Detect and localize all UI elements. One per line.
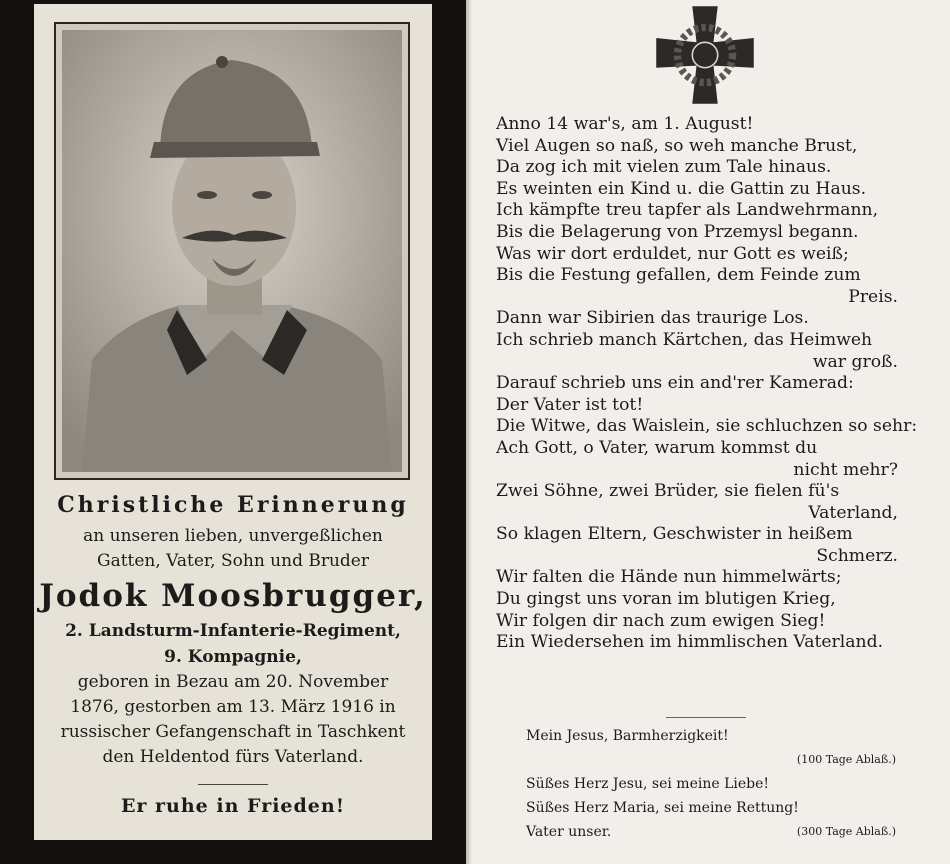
poem bbox=[496, 114, 928, 654]
deceased-name: Jodok Moosbrugger, bbox=[39, 578, 427, 614]
bio-line: den Heldentod fürs Vaterland. bbox=[102, 747, 364, 767]
memorial-card-right bbox=[466, 0, 950, 864]
prayer-text: Mein Jesus, Barmherzigkeit! bbox=[526, 728, 729, 744]
dedication-text bbox=[34, 492, 432, 817]
prayers bbox=[526, 724, 896, 844]
iron-cross-icon bbox=[652, 2, 758, 108]
prayer-line bbox=[526, 772, 896, 796]
poem-line: Der Vater ist tot! bbox=[496, 394, 644, 415]
bio-line: 1876, gestorben am 13. März 1916 in bbox=[70, 697, 396, 717]
poem-line: Die Witwe, das Waislein, sie schluchzen so sehr: bbox=[496, 416, 918, 437]
memorial-card-left bbox=[0, 0, 466, 864]
prayer-line bbox=[526, 820, 896, 844]
poem-line: Du gingst uns voran im blutigen Krieg, bbox=[496, 589, 836, 610]
card-heading: Christliche Erinnerung bbox=[57, 492, 409, 518]
prayer-text: Süßes Herz Maria, sei meine Rettung! bbox=[526, 800, 799, 816]
poem-line: Anno 14 war's, am 1. August! bbox=[496, 114, 754, 134]
indulgence-note: (300 Tage Ablaß.) bbox=[796, 825, 896, 838]
poem-line: Darauf schrieb uns ein and'rer Kamerad: bbox=[496, 373, 854, 394]
rest-in-peace: Er ruhe in Frieden! bbox=[120, 795, 346, 817]
poem-line: Bis die Festung gefallen, dem Feinde zum bbox=[496, 265, 861, 286]
dedication-line: an unseren lieben, unvergeßlichen bbox=[83, 526, 383, 546]
divider bbox=[198, 784, 268, 785]
poem-line: Da zog ich mit vielen zum Tale hinaus. bbox=[496, 157, 832, 178]
prayer-line bbox=[526, 748, 896, 772]
prayer-line bbox=[526, 796, 896, 820]
prayer-line bbox=[526, 724, 896, 748]
poem-line: Vaterland, bbox=[808, 502, 898, 523]
poem-line: Was wir dort erduldet, nur Gott es weiß; bbox=[496, 243, 849, 264]
prayer-text: Vater unser. bbox=[526, 824, 612, 840]
bio-line: russischer Gefangenschaft in Taschkent bbox=[60, 722, 406, 742]
portrait-frame bbox=[54, 22, 410, 480]
company-line: 9. Kompagnie, bbox=[164, 647, 302, 667]
poem-line: Ach Gott, o Vater, warum kommst du bbox=[496, 437, 818, 458]
divider bbox=[666, 717, 746, 718]
bio-line: geboren in Bezau am 20. November bbox=[77, 672, 389, 692]
poem-line: Preis. bbox=[848, 286, 898, 307]
poem-line: Dann war Sibirien das traurige Los. bbox=[496, 308, 809, 329]
dedication-line: Gatten, Vater, Sohn und Bruder bbox=[96, 551, 369, 571]
poem-line: Es weinten ein Kind u. die Gattin zu Haus. bbox=[496, 178, 867, 199]
poem-line: nicht mehr? bbox=[793, 459, 898, 480]
poem-line: Ich schrieb manch Kärtchen, das Heimweh bbox=[496, 329, 873, 350]
regiment-line: 2. Landsturm-Infanterie-Regiment, bbox=[65, 621, 401, 641]
indulgence-note: (100 Tage Ablaß.) bbox=[796, 753, 896, 766]
poem-line: Schmerz. bbox=[816, 545, 898, 566]
poem-line: Bis die Belagerung von Przemysl begann. bbox=[496, 221, 859, 242]
poem-line: Wir falten die Hände nun himmelwärts; bbox=[496, 567, 842, 588]
card-fold bbox=[466, 0, 472, 864]
soldier-portrait bbox=[62, 30, 402, 472]
poem-line: So klagen Eltern, Geschwister in heißem bbox=[496, 524, 853, 545]
poem-line: Zwei Söhne, zwei Brüder, sie fielen fü's bbox=[496, 481, 840, 502]
poem-line: Wir folgen dir nach zum ewigen Sieg! bbox=[496, 610, 826, 631]
prayer-text: Süßes Herz Jesu, sei meine Liebe! bbox=[526, 776, 770, 792]
poem-line: Ein Wiedersehen im himmlischen Vaterland. bbox=[496, 632, 884, 653]
poem-line: Viel Augen so naß, so weh manche Brust, bbox=[496, 135, 858, 156]
card-panel bbox=[34, 4, 432, 840]
poem-line: war groß. bbox=[812, 351, 898, 372]
poem-line: Ich kämpfte treu tapfer als Landwehrmann, bbox=[496, 200, 879, 221]
